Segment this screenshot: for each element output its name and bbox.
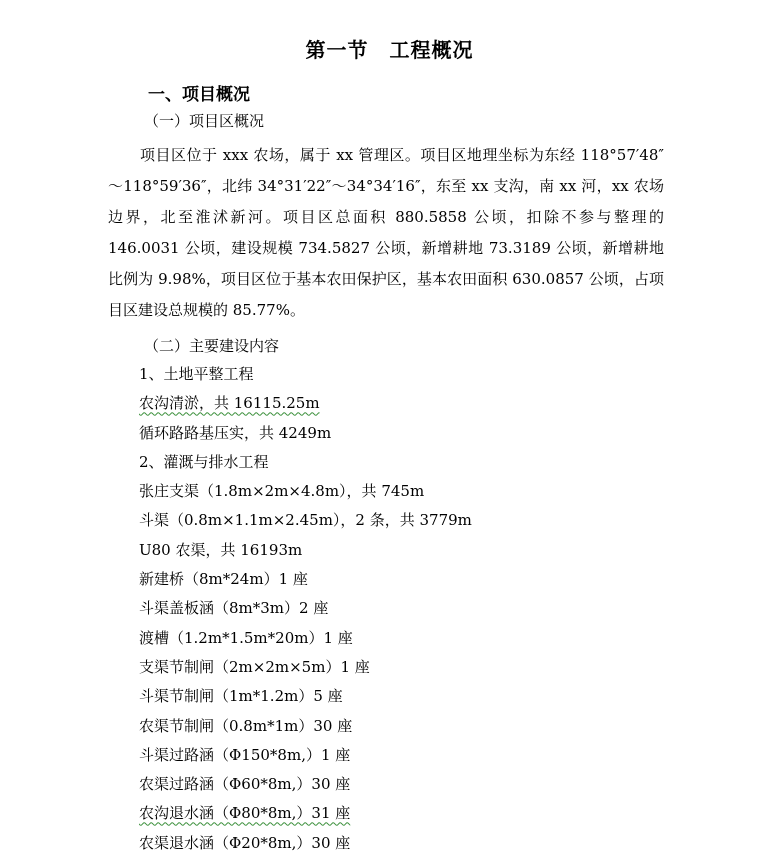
list-item: 斗渠过路涵（Φ150*8m,）1 座 bbox=[139, 745, 351, 764]
list-item: 支渠节制闸（2m×2m×5m）1 座 bbox=[139, 657, 370, 676]
list-item: 渡槽（1.2m*1.5m*20m）1 座 bbox=[139, 628, 353, 647]
subheading-main-content: （二）主要建设内容 bbox=[144, 337, 280, 355]
list-item: 张庄支渠（1.8m×2m×4.8m），共 745m bbox=[139, 482, 425, 501]
list-item: 新建桥（8m*24m）1 座 bbox=[139, 570, 308, 589]
overview-paragraph: 项目区位于 xxx 农场，属于 xx 管理区。项目区地理坐标为东经 118°57′48″～118°59′36″，北纬 34°31′22″～34°34′16″，东至 xx 支沟，南 xx 河，xx 农场边界，北至淮沭新河。项目区总面积 880.5858 公顷，扣除不参与整理的 146.0031 公顷，建设规模 734.5827 公顷，新增耕地 73.3189 公顷，新增耕地比例为 9.98%，项目区位于基本农田保护区，基本农田面积 630.0857 公顷，占项目区建设总规模的 85.77%。 bbox=[108, 146, 664, 319]
list-item: 农渠退水涵（Φ20*8m,）30 座 bbox=[139, 833, 351, 852]
list-item: 循环路路基压实，共 4249m bbox=[139, 423, 332, 442]
list-item bbox=[139, 389, 472, 418]
list-item: 2、灌溉与排水工程 bbox=[139, 452, 269, 471]
list-item: 农渠节制闸（0.8m*1m）30 座 bbox=[139, 716, 353, 735]
construction-items-list bbox=[139, 360, 472, 858]
heading-project-overview: 一、项目概况 bbox=[148, 85, 250, 105]
list-item-text: 农沟清淤，共 16115.25m bbox=[139, 394, 320, 413]
list-item bbox=[139, 799, 472, 828]
list-item: 农渠过路涵（Φ60*8m,）30 座 bbox=[139, 775, 351, 794]
list-item: 斗渠（0.8m×1.1m×2.45m），2 条，共 3779m bbox=[139, 511, 472, 530]
list-item-text: 农沟退水涵（Φ80*8m,）31 座 bbox=[139, 804, 351, 823]
list-item: 斗渠盖板涵（8m*3m）2 座 bbox=[139, 599, 329, 618]
list-item: U80 农渠，共 16193m bbox=[139, 540, 303, 559]
subheading-area-overview: （一）项目区概况 bbox=[144, 112, 265, 130]
list-item: 斗渠节制闸（1m*1.2m）5 座 bbox=[139, 687, 343, 706]
list-item: 1、土地平整工程 bbox=[139, 365, 254, 383]
section-title: 第一节 工程概况 bbox=[305, 38, 474, 62]
